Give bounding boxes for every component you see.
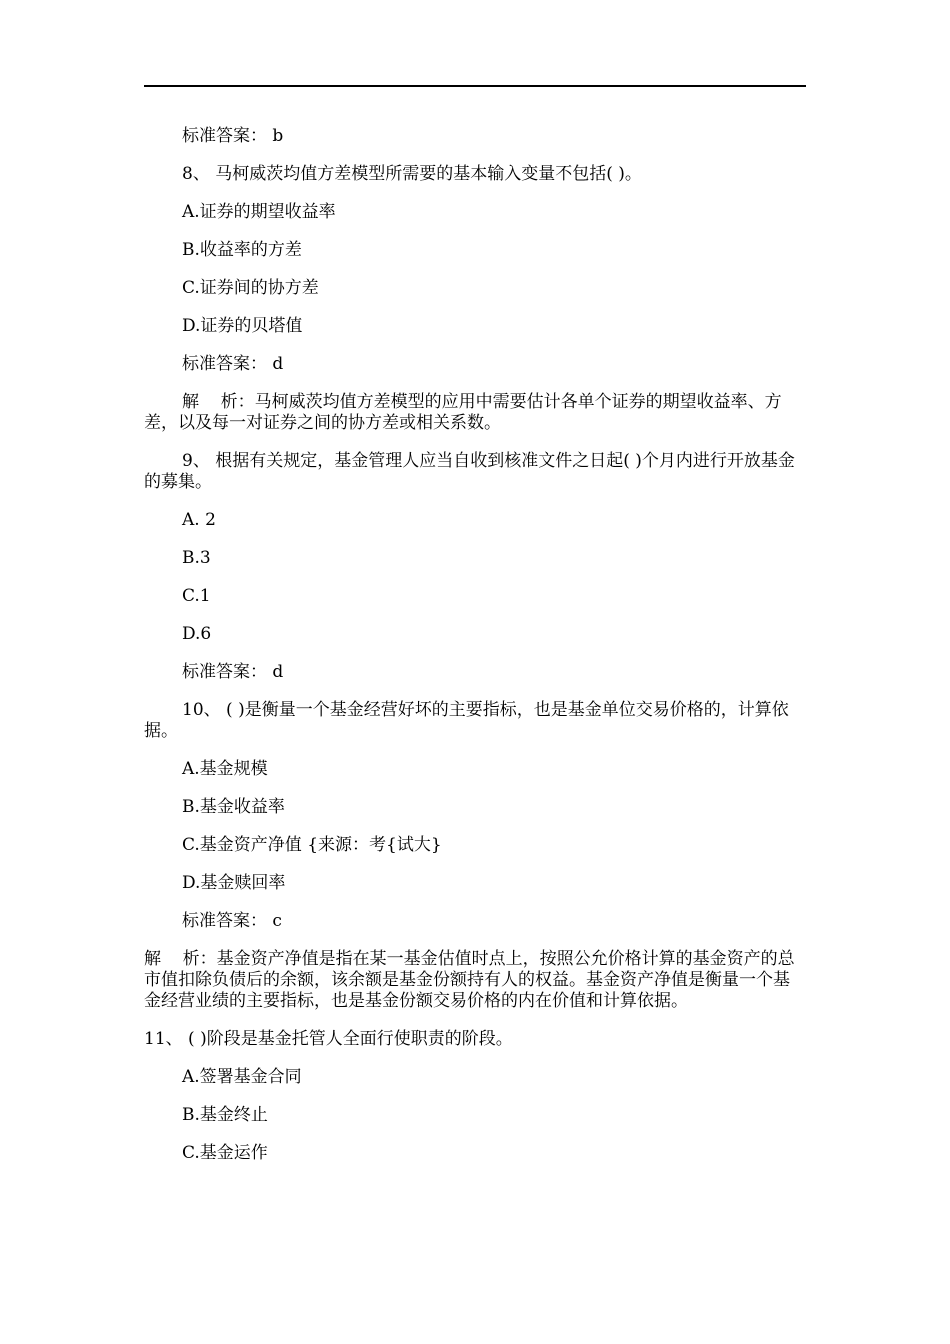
option-c: C.证券间的协方差 <box>182 278 319 298</box>
answer-line: 标准答案： d <box>182 662 284 682</box>
option-b: B.基金终止 <box>182 1105 268 1125</box>
option-c: C.基金运作 <box>182 1143 268 1163</box>
option-a: A.证券的期望收益率 <box>182 202 336 222</box>
option-b: B.基金收益率 <box>182 797 285 817</box>
answer-line: 标准答案： d <box>182 354 284 374</box>
option-a: A. 2 <box>182 510 216 530</box>
answer-line: 标准答案： c <box>182 911 282 931</box>
option-d: D.证券的贝塔值 <box>182 316 303 336</box>
explanation: 解 析：基金资产净值是指在某一基金估值时点上，按照公允价格计算的基金资产的总市值扣除负债后的余额，该余额是基金份额持有人的权益。基金资产净值是衡量一个基金经营业绩的主要指标，也是基金份额交易价格的内在价值和计算依据。 <box>144 949 795 1011</box>
answer-line: 标准答案： b <box>182 126 284 146</box>
header-rule <box>144 85 806 87</box>
option-b: B.3 <box>182 548 211 568</box>
explanation: 解 析：马柯威茨均值方差模型的应用中需要估计各单个证券的期望收益率、方差，以及每一对证券之间的协方差或相关系数。 <box>144 392 782 433</box>
option-c: C.基金资产净值 {来源：考{试大} <box>182 835 442 855</box>
option-d: D.基金赎回率 <box>182 873 286 893</box>
document-body <box>144 126 806 1181</box>
question-11: 11、 ( )阶段是基金托管人全面行使职责的阶段。 <box>144 1029 513 1049</box>
option-c: C.1 <box>182 586 211 606</box>
option-a: A.签署基金合同 <box>182 1067 302 1087</box>
question-10: 10、 ( )是衡量一个基金经营好坏的主要指标，也是基金单位交易价格的，计算依据。 <box>144 700 789 741</box>
question-8: 8、 马柯威茨均值方差模型所需要的基本输入变量不包括( )。 <box>182 164 642 184</box>
option-d: D.6 <box>182 624 212 644</box>
question-9: 9、 根据有关规定，基金管理人应当自收到核准文件之日起( )个月内进行开放基金的募集。 <box>144 451 795 492</box>
option-a: A.基金规模 <box>182 759 268 779</box>
option-b: B.收益率的方差 <box>182 240 302 260</box>
